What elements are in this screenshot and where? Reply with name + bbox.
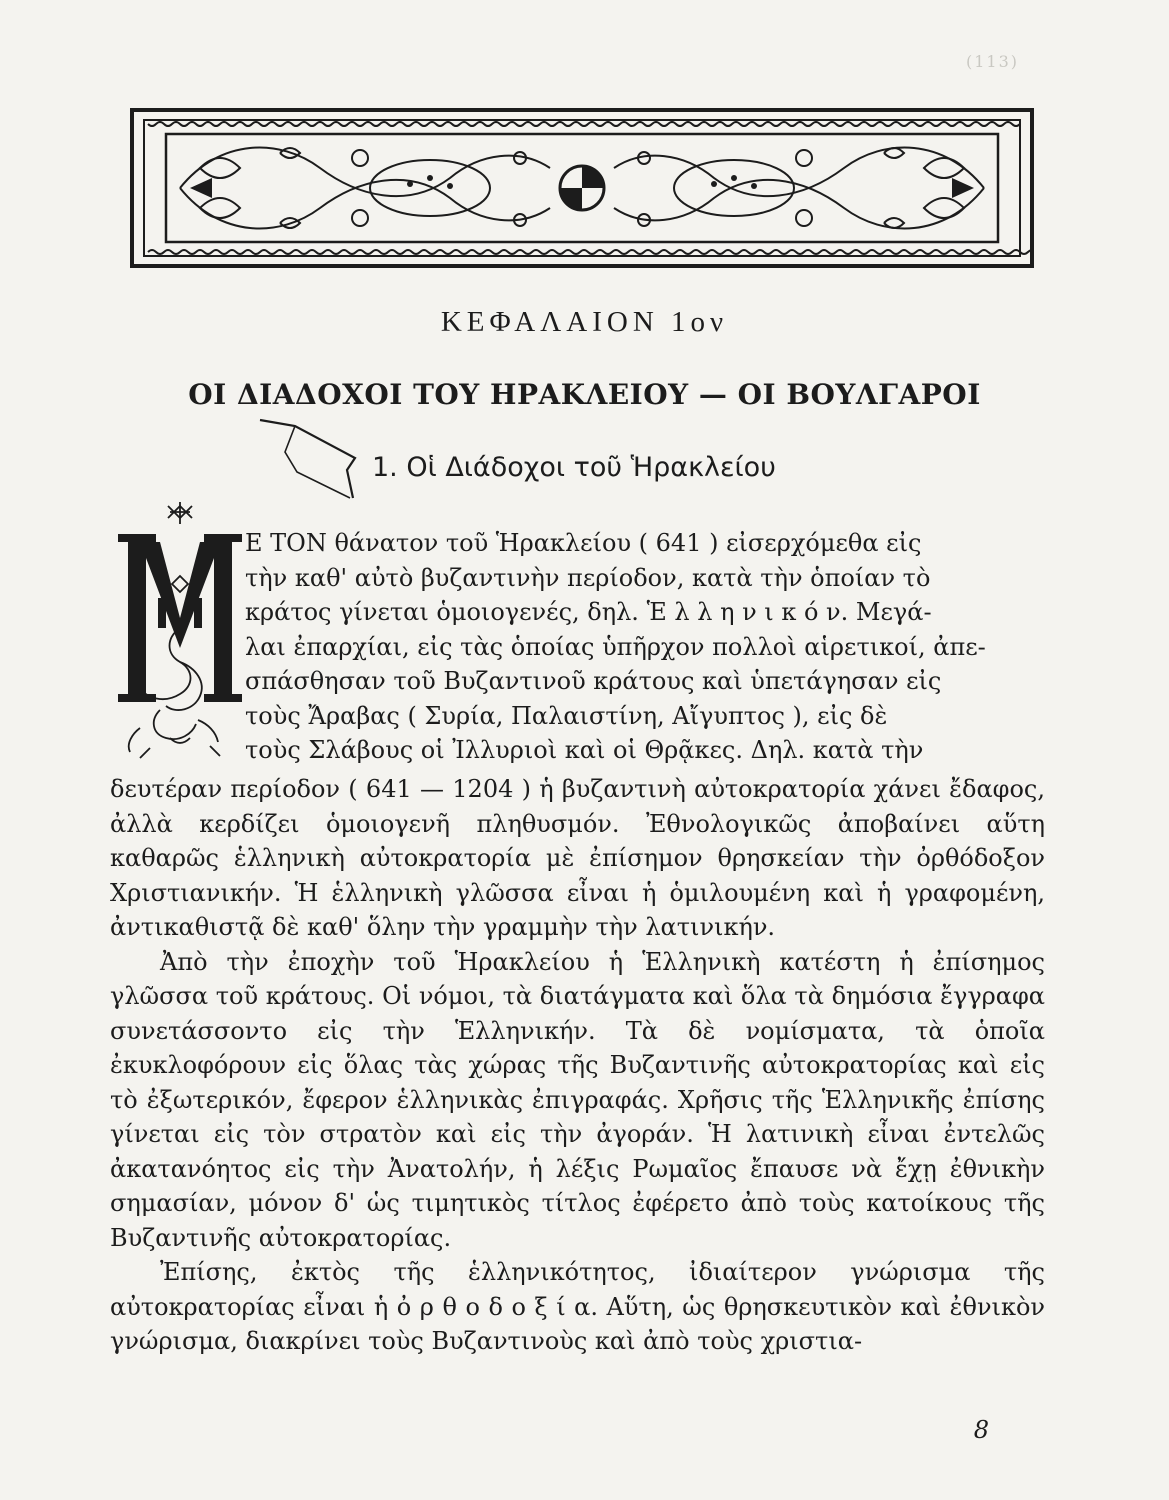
handwritten-pen-mark xyxy=(255,412,385,512)
body-text xyxy=(110,772,1045,1359)
paragraph-1-continued: δευτέραν περίοδον ( 641 — 1204 ) ἡ βυζαντινὴ αὐτοκρατορία χάνει ἔδαφος, ἀλλὰ κερδίζει ὁμοιογενῆ πληθυσμόν. Ἐθνολογικῶς ἀποβαίνει αὕτη καθαρῶς ἑλληνικὴ αὐτοκρατορία μὲ ἐπίσημον θρησκείαν τὴν ὀρθόδοξον Χριστιανικήν. Ἡ ἑλληνικὴ γλῶσσα εἶναι ἡ ὁμιλουμένη καὶ ἡ γραφομένη, ἀντικαθιστᾷ δὲ καθ' ὅλην τὴν γραμμὴν τὴν λατινικήν. xyxy=(110,775,1045,941)
chapter-label: ΚΕΦΑΛΑΙΟΝ 1ον xyxy=(440,306,729,338)
page-number: 8 xyxy=(973,1416,989,1444)
intro-lines xyxy=(245,526,1045,768)
intro-line: Ε ΤΟΝ θάνατον τοῦ Ἡρακλείου ( 641 ) εἰσερχόμεθα εἰς xyxy=(245,529,922,557)
paragraph-2: Ἀπὸ τὴν ἐποχὴν τοῦ Ἡρακλείου ἡ Ἑλληνικὴ κατέστη ἡ ἐπίσημος γλῶσσα τοῦ κράτους. Οἱ νόμοι, τὰ διατάγματα καὶ ὅλα τὰ δημόσια ἔγγραφα συνετάσσοντο εἰς τὴν Ἑλληνικήν. Τὰ δὲ νομίσματα, τὰ ὁποῖα ἐκυκλοφόρουν εἰς ὅλας τὰς χώρας τῆς Βυζαντινῆς αὐτοκρατορίας καὶ εἰς τὸ ἐξωτερικόν, ἔφερον ἑλληνικὰς ἐπιγραφάς. Χρῆσις τῆς Ἑλληνικῆς ἐπίσης γίνεται εἰς τὸν στρατὸν καὶ εἰς τὴν ἀγοράν. Ἡ λατινικὴ εἶναι ἐντελῶς ἀκατανόητος εἰς τὴν Ἀνατολήν, ἡ λέξις Ρωμαῖος ἔπαυσε νὰ ἔχῃ ἐθνικὴν σημασίαν, μόνον δ' ὡς τιμητικὸς τίτλος ἐφέρετο ἀπὸ τοὺς κατοίκους τῆς Βυζαντινῆς αὐτοκρατορίας. xyxy=(110,947,1045,1252)
section-title: 1. Οἱ Διάδοχοι τοῦ Ἡρακλείου xyxy=(372,452,776,483)
dropcap-letter: Μ xyxy=(169,659,191,683)
intro-line: λαι ἐπαρχίαι, εἰς τὰς ὁποίας ὑπῆρχον πολλοὶ αἱρετικοί, ἀπε- xyxy=(245,632,986,661)
intro-line: τοὺς Σλάβους οἱ Ἰλλυριοὶ καὶ οἱ Θρᾷκες. Δηλ. κατὰ τὴν xyxy=(245,736,924,764)
paragraph-3: Ἐπίσης, ἐκτὸς τῆς ἑλληνικότητος, ἰδιαίτερον γνώρισμα τῆς αὐτοκρατορίας εἶναι ἡ ὀ ρ θ ο δ ο ξ ί α. Αὕτη, ὡς θρησκευτικὸν καὶ ἐθνικὸν γνώρισμα, διακρίνει τοὺς Βυζαντινοὺς καὶ ἀπὸ τοὺς χριστια- xyxy=(110,1258,1045,1355)
ornamental-dropcap xyxy=(110,498,250,778)
intro-line: σπάσθησαν τοῦ Βυζαντινοῦ κράτους καὶ ὑπετάγησαν εἰς xyxy=(245,667,942,695)
faint-page-mark: (113) xyxy=(965,52,1019,71)
intro-line: τοὺς Ἄραβας ( Συρία, Παλαιστίνη, Αἴγυπτος ), εἰς δὲ xyxy=(245,701,888,730)
intro-line: τὴν καθ' αὐτὸ βυζαντινὴν περίοδον, κατὰ τὴν ὁποίαν τὸ xyxy=(245,563,931,592)
intro-line: κράτος γίνεται ὁμοιογενές, δηλ. Ἑ λ λ η ν ι κ ό ν. Μεγά- xyxy=(245,598,932,626)
chapter-title: ΟΙ ΔΙΑΔΟΧΟΙ ΤΟΥ ΗΡΑΚΛΕΙΟΥ — ΟΙ ΒΟΥΛΓΑΡΟΙ xyxy=(188,378,981,411)
decorative-header-ornament xyxy=(130,108,1034,268)
